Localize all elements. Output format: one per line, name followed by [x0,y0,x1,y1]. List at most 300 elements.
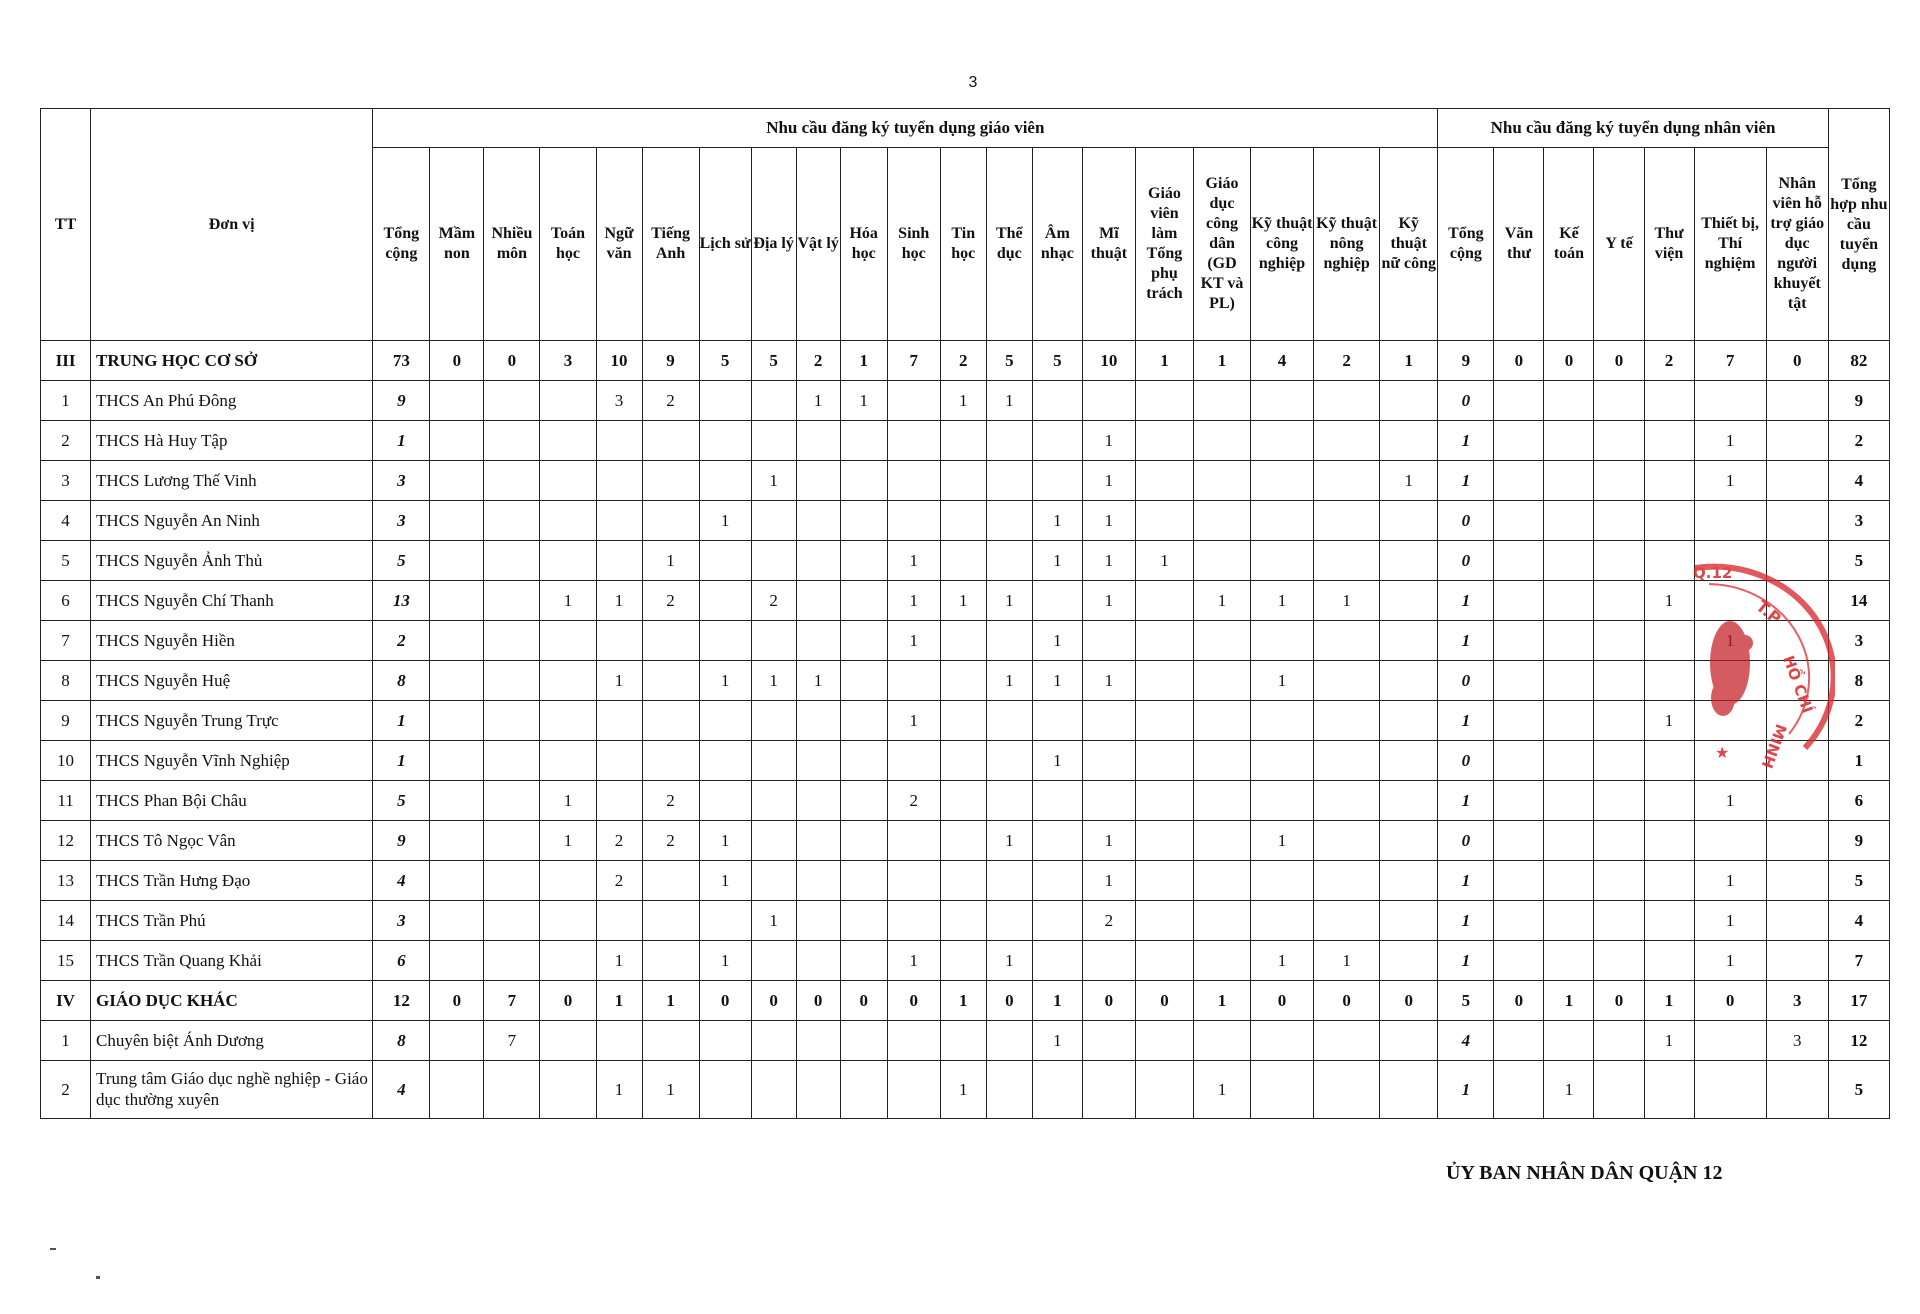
table-cell [1494,901,1544,941]
table-cell [1135,901,1193,941]
col-header-staff: Kế toán [1544,148,1594,341]
table-cell [1494,501,1544,541]
table-cell [1135,1021,1193,1061]
col-header-teacher: Kỹ thuật nông nghiệp [1314,148,1380,341]
table-cell: 2 [1082,901,1135,941]
table-cell: 1 [1135,541,1193,581]
table-cell: 2 [596,821,642,861]
table-cell [430,421,484,461]
table-cell [940,701,986,741]
table-cell [1544,501,1594,541]
table-cell [1135,661,1193,701]
table-cell [484,461,540,501]
table-cell [887,741,940,781]
teacher-group-header: Nhu cầu đăng ký tuyển dụng giáo viên [373,109,1438,148]
row-tt: 5 [41,541,91,581]
table-cell [1644,901,1694,941]
table-row [41,581,1890,621]
table-row [41,901,1890,941]
table-cell: 0 [840,981,887,1021]
svg-text:MINH: MINH [1757,721,1791,771]
table-cell: 0 [1766,341,1828,381]
col-header-teacher: Sinh học [887,148,940,341]
table-cell [1251,701,1314,741]
table-cell [430,621,484,661]
table-cell: 1 [1082,421,1135,461]
table-cell [940,741,986,781]
table-cell: 1 [1694,421,1766,461]
table-cell [642,661,699,701]
table-cell [1314,381,1380,421]
table-cell [840,821,887,861]
table-cell: 1 [540,781,596,821]
table-cell [1644,821,1694,861]
table-cell [751,541,796,581]
table-cell [887,461,940,501]
table-cell [1251,781,1314,821]
table-cell: 1 [699,501,751,541]
table-cell [986,501,1032,541]
table-cell: 5 [373,541,430,581]
table-cell [1314,1021,1380,1061]
table-cell [1032,701,1082,741]
red-seal-stamp [1685,548,1835,778]
table-cell [430,541,484,581]
table-cell [1380,661,1438,701]
table-cell [540,621,596,661]
table-cell: 0 [430,981,484,1021]
row-tt: 13 [41,861,91,901]
table-cell [796,541,840,581]
svg-text:T.P: T.P [1752,596,1785,628]
table-row [41,741,1890,781]
table-cell: 7 [1694,341,1766,381]
table-cell: 9 [642,341,699,381]
table-cell: 1 [1438,941,1494,981]
table-cell [1380,861,1438,901]
row-tt: 10 [41,741,91,781]
table-cell: 1 [540,821,596,861]
table-cell [699,541,751,581]
table-cell [796,781,840,821]
table-cell [1380,1021,1438,1061]
table-cell [430,941,484,981]
row-tt: 4 [41,501,91,541]
table-cell: 1 [1694,861,1766,901]
table-cell [699,901,751,941]
table-cell [796,461,840,501]
table-cell: 5 [1828,1061,1889,1119]
table-cell [596,501,642,541]
table-cell: 8 [1828,661,1889,701]
table-cell [596,701,642,741]
table-cell [484,621,540,661]
table-cell [1251,861,1314,901]
col-header-teacher: Mầm non [430,148,484,341]
table-cell: 14 [1828,581,1889,621]
table-cell [1494,741,1544,781]
table-cell [1494,821,1544,861]
table-cell [484,901,540,941]
table-cell: 1 [1082,661,1135,701]
table-cell [796,901,840,941]
table-cell: 1 [1438,861,1494,901]
table-cell: 9 [373,821,430,861]
table-cell: 0 [1082,981,1135,1021]
col-header-teacher: Thể dục [986,148,1032,341]
table-cell: 2 [751,581,796,621]
table-cell [940,781,986,821]
col-header-staff: Y tế [1594,148,1644,341]
table-cell: 1 [1694,901,1766,941]
table-cell: 1 [1082,821,1135,861]
table-cell [1594,1061,1644,1119]
section-row [41,981,1890,1021]
page-number: 3 [968,74,978,91]
table-cell [796,1021,840,1061]
table-cell [1082,701,1135,741]
table-cell [986,741,1032,781]
table-cell [840,541,887,581]
table-cell [940,941,986,981]
table-cell [1494,781,1544,821]
table-cell [1314,621,1380,661]
row-unit-name: Chuyên biệt Ánh Dương [91,1021,373,1061]
table-cell [484,381,540,421]
table-cell [1032,781,1082,821]
table-cell [430,1061,484,1119]
table-cell [796,621,840,661]
table-cell [1380,1061,1438,1119]
table-cell [699,621,751,661]
table-cell: 0 [1594,981,1644,1021]
table-cell [1314,781,1380,821]
col-header-teacher: Tin học [940,148,986,341]
table-cell: 2 [1828,421,1889,461]
table-cell: 1 [596,661,642,701]
table-cell: 1 [373,701,430,741]
table-cell [940,461,986,501]
table-row [41,781,1890,821]
table-cell: 3 [373,461,430,501]
table-cell [1766,781,1828,821]
table-cell [1135,781,1193,821]
col-header-staff: Nhân viên hỗ trợ giáo dục người khuyết tật [1766,148,1828,341]
table-cell: 3 [540,341,596,381]
table-cell: 0 [1494,981,1544,1021]
table-cell [1032,421,1082,461]
row-unit-name: THCS Nguyễn Huệ [91,661,373,701]
row-unit-name: THCS Tô Ngọc Vân [91,821,373,861]
table-cell [1193,621,1250,661]
table-cell: 2 [373,621,430,661]
table-cell [1314,861,1380,901]
table-cell [596,901,642,941]
table-cell [596,781,642,821]
table-cell [1494,461,1544,501]
row-unit-name: THCS An Phú Đông [91,381,373,421]
table-cell: 1 [751,661,796,701]
table-cell: 0 [1380,981,1438,1021]
table-cell [1494,581,1544,621]
table-cell [1594,661,1644,701]
table-cell [596,1021,642,1061]
table-cell [796,701,840,741]
table-cell [1380,541,1438,581]
table-cell [484,741,540,781]
col-header-teacher: Ngữ văn [596,148,642,341]
table-cell: 1 [373,741,430,781]
table-cell [430,1021,484,1061]
table-cell: 1 [1082,461,1135,501]
table-cell [751,621,796,661]
table-cell [840,901,887,941]
table-cell: 1 [751,901,796,941]
col-header-staff: Thư viện [1644,148,1694,341]
table-cell [1380,421,1438,461]
table-cell [1766,381,1828,421]
table-cell [1193,701,1250,741]
table-cell: 1 [699,861,751,901]
row-unit-name: THCS Nguyễn Hiền [91,621,373,661]
table-cell [796,421,840,461]
table-cell [751,381,796,421]
table-cell: 1 [1380,341,1438,381]
row-tt: 11 [41,781,91,821]
table-cell: 1 [1082,581,1135,621]
table-cell [596,621,642,661]
table-cell: 0 [540,981,596,1021]
table-cell [1135,381,1193,421]
table-cell: 1 [1032,621,1082,661]
table-cell: 1 [986,941,1032,981]
table-cell [1135,581,1193,621]
col-header-teacher: Hóa học [840,148,887,341]
col-header-teacher: Mĩ thuật [1082,148,1135,341]
table-cell [430,581,484,621]
table-cell: 5 [373,781,430,821]
table-cell [940,421,986,461]
table-cell: 2 [1828,701,1889,741]
table-cell: 1 [796,381,840,421]
table-cell [1544,701,1594,741]
table-cell [484,941,540,981]
table-cell: 1 [540,581,596,621]
table-cell [1193,541,1250,581]
table-row [41,1021,1890,1061]
table-cell: 7 [1828,941,1889,981]
row-tt: 3 [41,461,91,501]
table-cell [1032,1061,1082,1119]
table-cell: 1 [699,661,751,701]
table-cell [986,461,1032,501]
table-cell: 1 [840,381,887,421]
table-cell [940,501,986,541]
table-cell: 7 [484,1021,540,1061]
table-cell [1544,461,1594,501]
table-cell [840,1061,887,1119]
table-cell [596,741,642,781]
table-cell [540,541,596,581]
table-cell: 4 [373,1061,430,1119]
table-cell: 1 [1082,541,1135,581]
table-cell [430,661,484,701]
recruitment-table [40,108,1890,1119]
table-row [41,821,1890,861]
table-cell: 1 [1438,461,1494,501]
table-cell: 1 [1251,821,1314,861]
table-cell: 17 [1828,981,1889,1021]
table-cell: 1 [940,1061,986,1119]
table-cell: 0 [699,981,751,1021]
table-cell: 0 [1438,661,1494,701]
table-cell [1766,901,1828,941]
table-cell: 4 [1828,461,1889,501]
table-cell: 1 [1251,941,1314,981]
table-cell: 1 [887,701,940,741]
col-header-teacher: Tiếng Anh [642,148,699,341]
table-cell: 1 [1694,781,1766,821]
table-cell [751,781,796,821]
table-cell: 0 [430,341,484,381]
table-cell: 2 [642,581,699,621]
table-cell: 5 [1828,541,1889,581]
table-cell [887,1061,940,1119]
table-cell: 1 [1438,621,1494,661]
table-cell: 1 [1544,981,1594,1021]
table-cell [1193,781,1250,821]
table-cell [1193,1021,1250,1061]
table-cell [484,821,540,861]
table-cell [484,421,540,461]
table-cell [940,861,986,901]
table-cell: 2 [596,861,642,901]
col-header-teacher: Kỹ thuật nữ công [1380,148,1438,341]
table-cell [699,381,751,421]
table-cell [1644,501,1694,541]
table-cell [1135,501,1193,541]
table-cell [1135,1061,1193,1119]
row-unit-name: TRUNG HỌC CƠ SỞ [91,341,373,381]
table-cell [1494,701,1544,741]
row-tt: 15 [41,941,91,981]
table-cell [596,421,642,461]
table-cell: 0 [1438,381,1494,421]
table-cell: 5 [1438,981,1494,1021]
table-cell [1594,421,1644,461]
row-unit-name: THCS Nguyễn Chí Thanh [91,581,373,621]
table-cell: 1 [986,381,1032,421]
table-cell [840,621,887,661]
table-cell [1082,1061,1135,1119]
table-cell [751,421,796,461]
table-cell: 1 [1544,1061,1594,1119]
table-cell [540,701,596,741]
table-cell [642,701,699,741]
table-cell [940,901,986,941]
table-cell [1193,941,1250,981]
table-cell [796,581,840,621]
table-cell [887,821,940,861]
table-cell: 9 [373,381,430,421]
table-cell [430,461,484,501]
table-cell [1251,1021,1314,1061]
table-cell [1193,661,1250,701]
table-cell [699,461,751,501]
row-tt: III [41,341,91,381]
table-cell [1251,421,1314,461]
table-cell: 1 [1438,1061,1494,1119]
table-cell: 1 [596,581,642,621]
table-cell [1032,461,1082,501]
table-cell [1032,821,1082,861]
table-cell: 1 [840,341,887,381]
table-cell: 1 [1193,581,1250,621]
col-header-unit: Đơn vị [91,109,373,341]
table-cell [1644,461,1694,501]
table-cell [1251,901,1314,941]
table-cell [751,861,796,901]
table-cell: 0 [1438,741,1494,781]
table-cell [1193,421,1250,461]
row-unit-name: THCS Trần Hưng Đạo [91,861,373,901]
table-cell [1314,741,1380,781]
table-cell: 8 [373,1021,430,1061]
table-cell [796,821,840,861]
table-cell: 2 [796,341,840,381]
table-cell: 1 [1032,501,1082,541]
row-tt: 7 [41,621,91,661]
table-cell [1766,821,1828,861]
table-cell [1251,621,1314,661]
row-tt: 14 [41,901,91,941]
table-cell [540,661,596,701]
table-cell: 3 [373,501,430,541]
table-cell [1544,941,1594,981]
table-cell: 1 [1694,941,1766,981]
table-cell [484,501,540,541]
table-cell: 12 [1828,1021,1889,1061]
table-cell: 1 [887,941,940,981]
table-cell: 1 [1314,581,1380,621]
table-row [41,381,1890,421]
table-cell: 3 [373,901,430,941]
table-cell: 0 [751,981,796,1021]
table-cell [1135,621,1193,661]
table-cell: 1 [1032,1021,1082,1061]
table-cell: 1 [1644,581,1694,621]
col-header-teacher: Giáo viên làm Tổng phụ trách [1135,148,1193,341]
table-cell [1314,661,1380,701]
table-cell: 0 [1135,981,1193,1021]
table-cell: 1 [642,981,699,1021]
table-cell [1494,621,1544,661]
table-cell: 4 [1438,1021,1494,1061]
table-cell: 2 [1644,341,1694,381]
row-tt: 2 [41,421,91,461]
table-cell: 0 [1438,501,1494,541]
table-cell: 1 [887,621,940,661]
table-cell: 7 [484,981,540,1021]
table-cell [1494,541,1544,581]
table-cell [1380,781,1438,821]
table-cell [1193,741,1250,781]
table-cell [1594,461,1644,501]
table-cell [1594,621,1644,661]
table-cell: 1 [596,941,642,981]
table-cell [484,1061,540,1119]
table-cell [642,941,699,981]
